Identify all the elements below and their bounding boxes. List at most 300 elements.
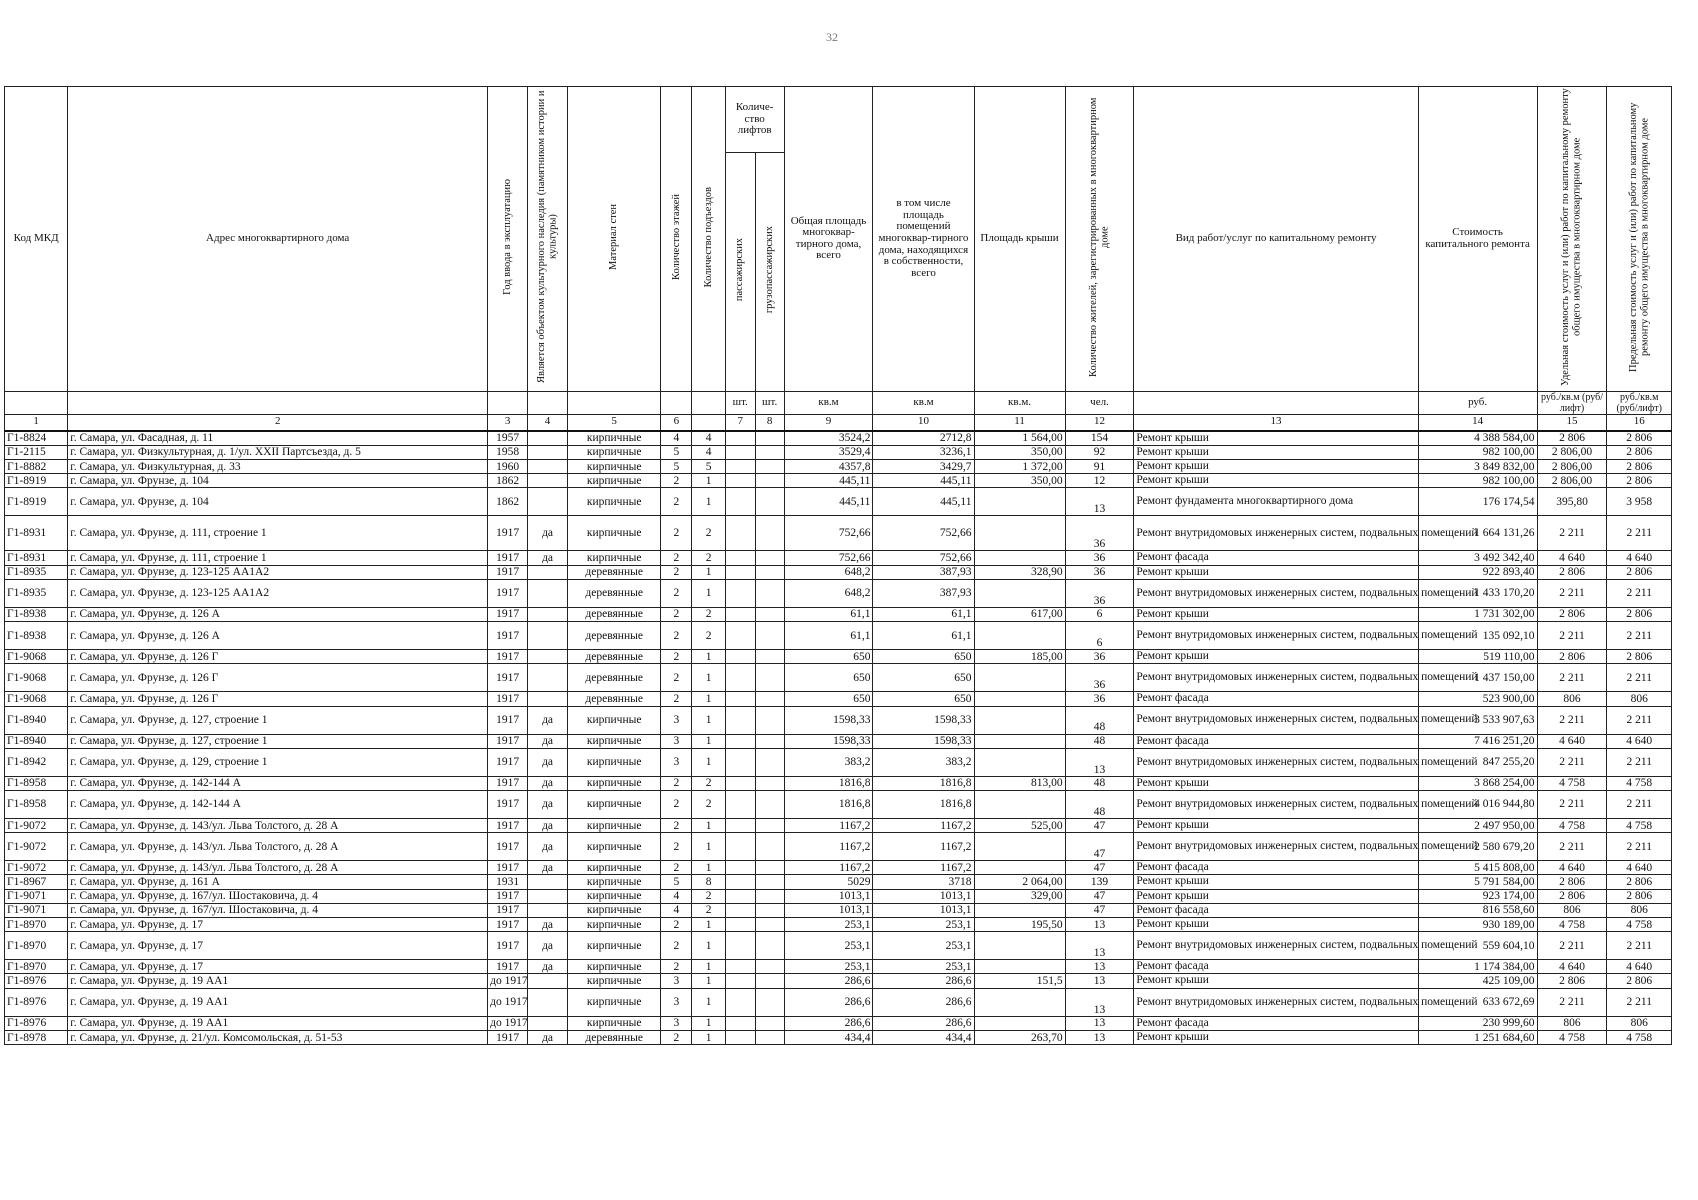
lifts-passenger-cell: [725, 776, 755, 790]
year-cell: 1862: [488, 474, 528, 488]
roof-area-cell: [974, 706, 1065, 734]
header-work: Вид работ/услуг по капитальному ремонту: [1134, 87, 1418, 392]
table-row: [5, 776, 1672, 790]
lifts-cargo-cell: [755, 960, 784, 974]
wall-material-cell: деревянные: [568, 692, 661, 706]
total-area-cell: 445,11: [784, 488, 873, 516]
wall-material-cell: кирпичные: [568, 960, 661, 974]
entrances-cell: 1: [692, 833, 725, 861]
address-cell: г. Самара, ул. Фрунзе, д. 17: [68, 960, 488, 974]
total-area-cell: 752,66: [784, 516, 873, 551]
column-numbers-row: [5, 414, 1672, 431]
owned-area-cell: 445,11: [873, 488, 974, 516]
max-cost-cell: 2 211: [1607, 932, 1672, 960]
year-cell: 1917: [488, 776, 528, 790]
mkd-code-cell: Г1-9071: [5, 889, 68, 903]
entrances-cell: 1: [692, 474, 725, 488]
residents-cell: 48: [1065, 776, 1134, 790]
max-cost-cell: 2 211: [1607, 748, 1672, 776]
lifts-cargo-cell: [755, 706, 784, 734]
repair-cost-cell: 982 100,00: [1418, 445, 1537, 459]
owned-area-cell: 286,6: [873, 988, 974, 1016]
roof-area-cell: [974, 551, 1065, 565]
max-cost-cell: 806: [1607, 1016, 1672, 1030]
wall-material-cell: деревянные: [568, 607, 661, 621]
lifts-cargo-cell: [755, 488, 784, 516]
year-cell: 1917: [488, 818, 528, 832]
work-type-cell: Ремонт фасада: [1134, 960, 1418, 974]
max-cost-cell: 4 758: [1607, 776, 1672, 790]
total-area-cell: 61,1: [784, 607, 873, 621]
wall-material-cell: деревянные: [568, 664, 661, 692]
wall-material-cell: кирпичные: [568, 431, 661, 446]
mkd-code-cell: Г1-9068: [5, 692, 68, 706]
year-cell: 1917: [488, 622, 528, 650]
residents-cell: 47: [1065, 903, 1134, 917]
lifts-cargo-cell: [755, 607, 784, 621]
residents-cell: 6: [1065, 607, 1134, 621]
page-number: 32: [826, 30, 838, 44]
repair-cost-cell: 425 109,00: [1418, 974, 1537, 988]
lifts-passenger-cell: [725, 1030, 755, 1044]
heritage-cell: да: [528, 551, 568, 565]
lifts-passenger-cell: [725, 622, 755, 650]
lifts-passenger-cell: [725, 488, 755, 516]
owned-area-cell: 3236,1: [873, 445, 974, 459]
entrances-cell: 2: [692, 622, 725, 650]
wall-material-cell: кирпичные: [568, 748, 661, 776]
max-cost-cell: 2 806: [1607, 445, 1672, 459]
col-num: 1: [5, 414, 68, 431]
residents-cell: 36: [1065, 650, 1134, 664]
table-row: [5, 622, 1672, 650]
roof-area-cell: 2 064,00: [974, 875, 1065, 889]
mkd-code-cell: Г1-8970: [5, 918, 68, 932]
repair-cost-cell: 7 416 251,20: [1418, 734, 1537, 748]
unit-residents: чел.: [1065, 391, 1134, 414]
heritage-cell: да: [528, 932, 568, 960]
residents-cell: 36: [1065, 516, 1134, 551]
lifts-cargo-cell: [755, 565, 784, 579]
address-cell: г. Самара, ул. Фрунзе, д. 104: [68, 488, 488, 516]
floors-cell: 5: [661, 445, 692, 459]
year-cell: 1917: [488, 565, 528, 579]
work-type-cell: Ремонт внутридомовых инженерных систем, подвальных помещений: [1134, 664, 1418, 692]
year-cell: 1958: [488, 445, 528, 459]
roof-area-cell: [974, 988, 1065, 1016]
roof-area-cell: 617,00: [974, 607, 1065, 621]
wall-material-cell: кирпичные: [568, 875, 661, 889]
floors-cell: 2: [661, 776, 692, 790]
lifts-cargo-cell: [755, 445, 784, 459]
roof-area-cell: 185,00: [974, 650, 1065, 664]
address-cell: г. Самара, ул. Фрунзе, д. 167/ул. Шостаковича, д. 4: [68, 889, 488, 903]
total-area-cell: 286,6: [784, 988, 873, 1016]
entrances-cell: 8: [692, 875, 725, 889]
work-type-cell: Ремонт внутридомовых инженерных систем, подвальных помещений: [1134, 748, 1418, 776]
mkd-code-cell: Г1-8942: [5, 748, 68, 776]
max-cost-cell: 2 806: [1607, 607, 1672, 621]
address-cell: г. Самара, ул. Фрунзе, д. 104: [68, 474, 488, 488]
unit-cost-cell: 2 211: [1537, 932, 1607, 960]
heritage-cell: [528, 565, 568, 579]
wall-material-cell: кирпичные: [568, 903, 661, 917]
entrances-cell: 1: [692, 1030, 725, 1044]
entrances-cell: 2: [692, 889, 725, 903]
entrances-cell: 1: [692, 932, 725, 960]
header-cost: Стоимость капитального ремонта: [1418, 87, 1537, 392]
work-type-cell: Ремонт внутридомовых инженерных систем, подвальных помещений: [1134, 988, 1418, 1016]
max-cost-cell: 2 806: [1607, 431, 1672, 446]
entrances-cell: 1: [692, 918, 725, 932]
owned-area-cell: 61,1: [873, 622, 974, 650]
col-num: 15: [1537, 414, 1607, 431]
unit-cost-cell: 2 211: [1537, 988, 1607, 1016]
entrances-cell: 2: [692, 516, 725, 551]
max-cost-cell: 4 758: [1607, 1030, 1672, 1044]
residents-cell: 47: [1065, 818, 1134, 832]
col-num: 5: [568, 414, 661, 431]
work-type-cell: Ремонт крыши: [1134, 431, 1418, 446]
total-area-cell: 61,1: [784, 622, 873, 650]
wall-material-cell: кирпичные: [568, 776, 661, 790]
roof-area-cell: [974, 833, 1065, 861]
wall-material-cell: деревянные: [568, 579, 661, 607]
roof-area-cell: [974, 790, 1065, 818]
year-cell: 1917: [488, 903, 528, 917]
table-row: [5, 932, 1672, 960]
work-type-cell: Ремонт крыши: [1134, 474, 1418, 488]
max-cost-cell: 2 211: [1607, 516, 1672, 551]
year-cell: 1917: [488, 607, 528, 621]
lifts-passenger-cell: [725, 431, 755, 446]
table-row: [5, 488, 1672, 516]
floors-cell: 4: [661, 431, 692, 446]
year-cell: 1917: [488, 861, 528, 875]
table-row: [5, 551, 1672, 565]
max-cost-cell: 4 640: [1607, 734, 1672, 748]
work-type-cell: Ремонт крыши: [1134, 818, 1418, 832]
year-cell: 1917: [488, 1030, 528, 1044]
total-area-cell: 253,1: [784, 960, 873, 974]
floors-cell: 2: [661, 1030, 692, 1044]
max-cost-cell: 2 211: [1607, 579, 1672, 607]
lifts-passenger-cell: [725, 664, 755, 692]
max-cost-cell: 2 806: [1607, 875, 1672, 889]
heritage-cell: [528, 875, 568, 889]
entrances-cell: 2: [692, 790, 725, 818]
floors-cell: 5: [661, 875, 692, 889]
address-cell: г. Самара, ул. Фрунзе, д. 19 АА1: [68, 974, 488, 988]
col-num: 11: [974, 414, 1065, 431]
owned-area-cell: 253,1: [873, 918, 974, 932]
max-cost-cell: 2 806: [1607, 974, 1672, 988]
floors-cell: 3: [661, 734, 692, 748]
header-lifts-cargo: грузопассажирских: [755, 153, 784, 392]
unit-cost-cell: 4 640: [1537, 734, 1607, 748]
work-type-cell: Ремонт крыши: [1134, 776, 1418, 790]
floors-cell: 4: [661, 889, 692, 903]
floors-cell: 3: [661, 988, 692, 1016]
unit-cost-cell: 4 758: [1537, 1030, 1607, 1044]
wall-material-cell: кирпичные: [568, 445, 661, 459]
table-row: [5, 474, 1672, 488]
lifts-passenger-cell: [725, 579, 755, 607]
repair-cost-cell: 4 016 944,80: [1418, 790, 1537, 818]
roof-area-cell: [974, 734, 1065, 748]
unit-cost-cell: 395,80: [1537, 488, 1607, 516]
total-area-cell: 286,6: [784, 1016, 873, 1030]
floors-cell: 2: [661, 579, 692, 607]
mkd-code-cell: Г1-8967: [5, 875, 68, 889]
repair-cost-cell: 5 415 808,00: [1418, 861, 1537, 875]
total-area-cell: 1013,1: [784, 889, 873, 903]
lifts-passenger-cell: [725, 875, 755, 889]
year-cell: 1862: [488, 488, 528, 516]
residents-cell: 36: [1065, 579, 1134, 607]
owned-area-cell: 387,93: [873, 579, 974, 607]
unit-unit-cost: руб./кв.м (руб/лифт): [1537, 391, 1607, 414]
table-row: [5, 565, 1672, 579]
mkd-code-cell: Г1-8935: [5, 579, 68, 607]
wall-material-cell: кирпичные: [568, 889, 661, 903]
wall-material-cell: кирпичные: [568, 790, 661, 818]
lifts-cargo-cell: [755, 579, 784, 607]
unit-cost-cell: 2 806: [1537, 565, 1607, 579]
header-max-cost: Предельная стоимость услуг и (или) работ по капитальному ремонту общего имущества в многоквартирном доме: [1607, 87, 1672, 392]
unit-cost-cell: 2 806,00: [1537, 474, 1607, 488]
floors-cell: 2: [661, 790, 692, 818]
header-residents: Количество жителей, зарегистрированных в многоквартирном доме: [1065, 87, 1134, 392]
wall-material-cell: кирпичные: [568, 1016, 661, 1030]
lifts-passenger-cell: [725, 833, 755, 861]
address-cell: г. Самара, ул. Фрунзе, д. 142-144 А: [68, 776, 488, 790]
total-area-cell: 752,66: [784, 551, 873, 565]
total-area-cell: 4357,8: [784, 459, 873, 473]
table-row: [5, 833, 1672, 861]
lifts-passenger-cell: [725, 706, 755, 734]
lifts-passenger-cell: [725, 474, 755, 488]
unit-cost-cell: 2 211: [1537, 622, 1607, 650]
unit-cost-cell: 2 211: [1537, 748, 1607, 776]
unit-cost-cell: 4 640: [1537, 861, 1607, 875]
heritage-cell: да: [528, 960, 568, 974]
heritage-cell: да: [528, 1030, 568, 1044]
roof-area-cell: 151,5: [974, 974, 1065, 988]
owned-area-cell: 286,6: [873, 1016, 974, 1030]
lifts-cargo-cell: [755, 664, 784, 692]
wall-material-cell: деревянные: [568, 565, 661, 579]
repair-cost-cell: 3 849 832,00: [1418, 459, 1537, 473]
address-cell: г. Самара, ул. Фрунзе, д. 143/ул. Льва Толстого, д. 28 А: [68, 818, 488, 832]
wall-material-cell: деревянные: [568, 1030, 661, 1044]
floors-cell: 3: [661, 706, 692, 734]
roof-area-cell: [974, 516, 1065, 551]
wall-material-cell: кирпичные: [568, 918, 661, 932]
table-row: [5, 734, 1672, 748]
unit-max-cost: руб./кв.м (руб/лифт): [1607, 391, 1672, 414]
roof-area-cell: 350,00: [974, 474, 1065, 488]
total-area-cell: 1167,2: [784, 818, 873, 832]
lifts-cargo-cell: [755, 431, 784, 446]
year-cell: 1917: [488, 579, 528, 607]
max-cost-cell: 4 640: [1607, 960, 1672, 974]
lifts-passenger-cell: [725, 607, 755, 621]
address-cell: г. Самара, ул. Фрунзе, д. 143/ул. Льва Толстого, д. 28 А: [68, 861, 488, 875]
entrances-cell: 1: [692, 818, 725, 832]
repair-cost-cell: 3 533 907,63: [1418, 706, 1537, 734]
work-type-cell: Ремонт крыши: [1134, 445, 1418, 459]
lifts-cargo-cell: [755, 650, 784, 664]
address-cell: г. Самара, ул. Фрунзе, д. 126 Г: [68, 692, 488, 706]
owned-area-cell: 387,93: [873, 565, 974, 579]
table-row: [5, 459, 1672, 473]
wall-material-cell: кирпичные: [568, 734, 661, 748]
entrances-cell: 1: [692, 974, 725, 988]
heritage-cell: [528, 459, 568, 473]
total-area-cell: 1598,33: [784, 734, 873, 748]
heritage-cell: [528, 650, 568, 664]
residents-cell: 36: [1065, 565, 1134, 579]
work-type-cell: Ремонт крыши: [1134, 565, 1418, 579]
entrances-cell: 2: [692, 776, 725, 790]
lifts-cargo-cell: [755, 1030, 784, 1044]
lifts-passenger-cell: [725, 932, 755, 960]
owned-area-cell: 1816,8: [873, 776, 974, 790]
unit-cost-cell: 806: [1537, 903, 1607, 917]
lifts-passenger-cell: [725, 516, 755, 551]
table-row: [5, 861, 1672, 875]
entrances-cell: 1: [692, 748, 725, 776]
owned-area-cell: 2712,8: [873, 431, 974, 446]
roof-area-cell: 525,00: [974, 818, 1065, 832]
mkd-code-cell: Г1-9068: [5, 650, 68, 664]
address-cell: г. Самара, ул. Фрунзе, д. 143/ул. Льва Толстого, д. 28 А: [68, 833, 488, 861]
header-heritage: Является объектом культурного наследия (памятником истории и культуры): [528, 87, 568, 392]
lifts-passenger-cell: [725, 650, 755, 664]
repair-cost-cell: 1 731 302,00: [1418, 607, 1537, 621]
header-owned-area: в том числе площадь помещений многоквар-тирного дома, находящихся в собственности, всего: [873, 87, 974, 392]
work-type-cell: Ремонт крыши: [1134, 974, 1418, 988]
address-cell: г. Самара, ул. Фрунзе, д. 167/ул. Шостаковича, д. 4: [68, 903, 488, 917]
floors-cell: 2: [661, 650, 692, 664]
col-num: 10: [873, 414, 974, 431]
repair-cost-cell: 523 900,00: [1418, 692, 1537, 706]
year-cell: до 1917: [488, 1016, 528, 1030]
lifts-cargo-cell: [755, 889, 784, 903]
repair-cost-cell: 230 999,60: [1418, 1016, 1537, 1030]
wall-material-cell: кирпичные: [568, 974, 661, 988]
year-cell: 1917: [488, 748, 528, 776]
residents-cell: 91: [1065, 459, 1134, 473]
wall-material-cell: кирпичные: [568, 488, 661, 516]
address-cell: г. Самара, ул. Фрунзе, д. 17: [68, 918, 488, 932]
total-area-cell: 3529,4: [784, 445, 873, 459]
roof-area-cell: [974, 932, 1065, 960]
repair-cost-cell: 5 791 584,00: [1418, 875, 1537, 889]
entrances-cell: 1: [692, 565, 725, 579]
entrances-cell: 1: [692, 579, 725, 607]
year-cell: 1917: [488, 516, 528, 551]
residents-cell: 13: [1065, 988, 1134, 1016]
address-cell: г. Самара, ул. Фрунзе, д. 126 Г: [68, 664, 488, 692]
repair-cost-cell: 930 189,00: [1418, 918, 1537, 932]
roof-area-cell: 329,00: [974, 889, 1065, 903]
repair-cost-cell: 982 100,00: [1418, 474, 1537, 488]
work-type-cell: Ремонт фасада: [1134, 861, 1418, 875]
lifts-cargo-cell: [755, 932, 784, 960]
table-row: [5, 988, 1672, 1016]
residents-cell: 47: [1065, 833, 1134, 861]
mkd-code-cell: Г1-8882: [5, 459, 68, 473]
table-row: [5, 974, 1672, 988]
roof-area-cell: 350,00: [974, 445, 1065, 459]
lifts-cargo-cell: [755, 516, 784, 551]
heritage-cell: [528, 474, 568, 488]
entrances-cell: 4: [692, 431, 725, 446]
max-cost-cell: 2 806: [1607, 650, 1672, 664]
owned-area-cell: 650: [873, 664, 974, 692]
lifts-cargo-cell: [755, 622, 784, 650]
heritage-cell: [528, 622, 568, 650]
heritage-cell: да: [528, 748, 568, 776]
table-row: [5, 1030, 1672, 1044]
col-num: 13: [1134, 414, 1418, 431]
heritage-cell: [528, 988, 568, 1016]
unit-cost-cell: 4 758: [1537, 776, 1607, 790]
address-cell: г. Самара, ул. Фрунзе, д. 126 А: [68, 622, 488, 650]
lifts-cargo-cell: [755, 790, 784, 818]
table-row: [5, 706, 1672, 734]
year-cell: 1917: [488, 692, 528, 706]
lifts-cargo-cell: [755, 918, 784, 932]
lifts-cargo-cell: [755, 818, 784, 832]
roof-area-cell: 195,50: [974, 918, 1065, 932]
entrances-cell: 1: [692, 861, 725, 875]
total-area-cell: 3524,2: [784, 431, 873, 446]
table-row: [5, 445, 1672, 459]
col-num: 12: [1065, 414, 1134, 431]
lifts-passenger-cell: [725, 903, 755, 917]
table-row: [5, 960, 1672, 974]
address-cell: г. Самара, ул. Фрунзе, д. 17: [68, 932, 488, 960]
unit-cost-cell: 2 211: [1537, 833, 1607, 861]
header-lifts-passenger: пассажирских: [725, 153, 755, 392]
repair-cost-cell: 3 868 254,00: [1418, 776, 1537, 790]
work-type-cell: Ремонт фундамента многоквартирного дома: [1134, 488, 1418, 516]
repair-cost-cell: 923 174,00: [1418, 889, 1537, 903]
wall-material-cell: кирпичные: [568, 706, 661, 734]
roof-area-cell: [974, 622, 1065, 650]
mkd-code-cell: Г1-8978: [5, 1030, 68, 1044]
header-code: Код МКД: [5, 87, 68, 392]
mkd-code-cell: Г1-9071: [5, 903, 68, 917]
total-area-cell: 648,2: [784, 565, 873, 579]
floors-cell: 2: [661, 861, 692, 875]
owned-area-cell: 445,11: [873, 474, 974, 488]
table-row: [5, 903, 1672, 917]
wall-material-cell: деревянные: [568, 650, 661, 664]
lifts-cargo-cell: [755, 474, 784, 488]
header-address: Адрес многоквартирного дома: [68, 87, 488, 392]
mkd-code-cell: Г1-8970: [5, 960, 68, 974]
year-cell: 1917: [488, 932, 528, 960]
owned-area-cell: 383,2: [873, 748, 974, 776]
table-row: [5, 607, 1672, 621]
mkd-code-cell: Г1-8824: [5, 431, 68, 446]
total-area-cell: 1167,2: [784, 833, 873, 861]
floors-cell: 3: [661, 748, 692, 776]
